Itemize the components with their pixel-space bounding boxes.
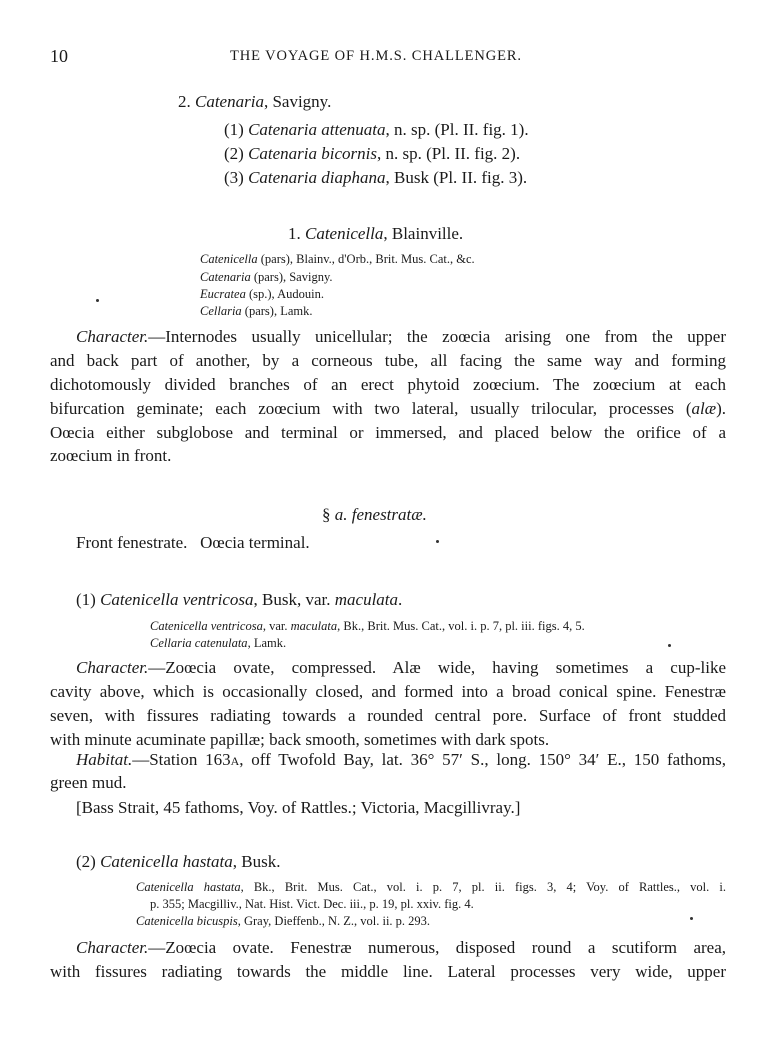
section-number: 1. (288, 224, 301, 243)
synonym-name: Catenicella (200, 252, 258, 266)
print-speck (690, 917, 693, 920)
character-term: alæ (691, 399, 717, 418)
character-line: zoœcium in front. (50, 446, 172, 465)
character-text: —Internodes usually unicellular; the zoœcia arising one from the upper (148, 327, 726, 346)
species-heading (76, 590, 402, 610)
character-text: —Zoœcia ovate. Fenestræ numerous, disposed round a scutiform area, (148, 938, 726, 957)
species-name: Catenaria diaphana (248, 168, 386, 187)
habitat-text: , off Twofold Bay, lat. 36° 57′ S., long. 150° 34′ E., 150 fathoms, (239, 750, 726, 769)
page-number: 10 (50, 46, 68, 66)
character-label: Character. (76, 658, 149, 677)
species-list-item (224, 144, 520, 164)
print-speck (436, 540, 439, 543)
species-name: Catenicella hastata (100, 852, 233, 871)
character-label: Character. (76, 938, 149, 957)
species-num: (3) (224, 168, 244, 187)
ref-text: , Lamk. (247, 636, 287, 650)
ref-name: Catenicella hastata (136, 880, 241, 894)
species-name: Catenaria attenuata (248, 120, 386, 139)
species-num: (2) (224, 144, 244, 163)
genus-number: 2. (178, 92, 191, 111)
ref-name: Cellaria catenulata (150, 636, 248, 650)
print-speck (96, 299, 99, 302)
ref-variety: maculata (290, 619, 338, 633)
character-line: with minute acuminate papillæ; back smooth, sometimes with dark spots. (50, 730, 550, 749)
reference-line (150, 636, 286, 651)
section-name: Catenicella (305, 224, 384, 243)
running-title: THE VOYAGE OF H.M.S. CHALLENGER. (230, 48, 522, 64)
species-rest: , n. sp. (Pl. II. fig. 2). (377, 144, 521, 163)
species-rest: , n. sp. (Pl. II. fig. 1). (385, 120, 529, 139)
ref-name: Catenicella bicuspis (136, 914, 238, 928)
character-text: bifurcation geminate; each zoœcium with two lateral, usually trilocular, processes ( (50, 399, 692, 418)
ref-text: , Bk., Brit. Mus. Cat., vol. i. p. 7, pl. iii. figs. 4, 5. (337, 619, 585, 633)
synonym-line (200, 304, 312, 319)
synonym-rest: (pars), Blainv., d'Orb., Brit. Mus. Cat., &c. (257, 252, 475, 266)
synonym-rest: (sp.), Audouin. (245, 287, 324, 301)
character-line: dichotomously divided branches of an erect phytoid zoœcium. The zoœcium at each (50, 375, 726, 394)
habitat-line: green mud. (50, 773, 127, 792)
section-author: , Blainville. (383, 224, 464, 243)
character-line: cavity above, which is occasionally closed, and formed into a broad conical spine. Fenestræ (50, 682, 726, 701)
species-list-item (224, 168, 527, 188)
synonym-line (200, 270, 333, 285)
subsection-letter: a. (334, 505, 348, 524)
habitat-label: Habitat. (76, 750, 133, 769)
habitat-note: [Bass Strait, 45 fathoms, Voy. of Rattles.; Victoria, Macgillivray.] (76, 798, 521, 817)
species-name: Catenaria bicornis (248, 144, 377, 163)
species-list-item (224, 120, 529, 140)
genus-author: , Savigny. (263, 92, 332, 111)
reference-line (136, 914, 430, 929)
subsection-heading (322, 505, 427, 525)
species-text: , Busk, var. (253, 590, 335, 609)
subsection-description: Front fenestrate. Oœcia terminal. (76, 533, 310, 552)
reference-line (150, 619, 585, 634)
species-num: (2) (76, 852, 101, 871)
character-text: —Zoœcia ovate, compressed. Alæ wide, having sometimes a cup-like (148, 658, 726, 677)
character-label: Character. (76, 327, 149, 346)
genus-heading (178, 92, 331, 112)
species-rest: , Busk (Pl. II. fig. 3). (385, 168, 528, 187)
species-text: . (398, 590, 403, 609)
synonym-line (200, 287, 324, 302)
species-text: , Busk. (232, 852, 281, 871)
section-symbol: § (322, 505, 335, 524)
character-line (76, 938, 726, 958)
ref-text: , Bk., Brit. Mus. Cat., vol. i. p. 7, pl. ii. figs. 3, 4; Voy. of Rattles., vol. i. (240, 880, 726, 894)
synonym-name: Eucratea (200, 287, 246, 301)
synonym-line (200, 252, 475, 267)
ref-text: , Gray, Dieffenb., N. Z., vol. ii. p. 293. (237, 914, 431, 928)
print-speck (668, 644, 671, 647)
subsection-name: fenestratæ. (351, 505, 427, 524)
species-name: Catenicella ventricosa (100, 590, 254, 609)
character-line (76, 658, 726, 678)
character-line: and back part of another, by a corneous tube, all facing the same way and forming (50, 351, 726, 370)
character-line (50, 399, 726, 419)
synonym-name: Cellaria (200, 304, 242, 318)
character-text: ). (716, 399, 726, 418)
synonym-name: Catenaria (200, 270, 251, 284)
habitat-text: —Station 163 (132, 750, 231, 769)
reference-line (136, 880, 726, 895)
character-line (76, 327, 726, 347)
habitat-line (76, 750, 726, 770)
genus-name: Catenaria (195, 92, 264, 111)
character-line: with fissures radiating towards the middle line. Lateral processes very wide, upper (50, 962, 726, 981)
ref-text: , var. (262, 619, 291, 633)
synonym-rest: (pars), Lamk. (241, 304, 313, 318)
species-num: (1) (76, 590, 101, 609)
species-variety: maculata (334, 590, 399, 609)
species-num: (1) (224, 120, 244, 139)
section-heading (288, 224, 463, 244)
character-line: Oœcia either subglobose and terminal or immersed, and placed below the orifice of a (50, 423, 726, 442)
reference-line: p. 355; Macgilliv., Nat. Hist. Vict. Dec. iii., p. 19, pl. xxiv. fig. 4. (150, 897, 474, 911)
ref-name: Catenicella ventricosa (150, 619, 263, 633)
habitat-station-suffix: A (230, 754, 240, 768)
character-line: seven, with fissures radiating towards a rounded central pore. Surface of front studded (50, 706, 726, 725)
synonym-rest: (pars), Savigny. (250, 270, 333, 284)
species-heading (76, 852, 280, 872)
